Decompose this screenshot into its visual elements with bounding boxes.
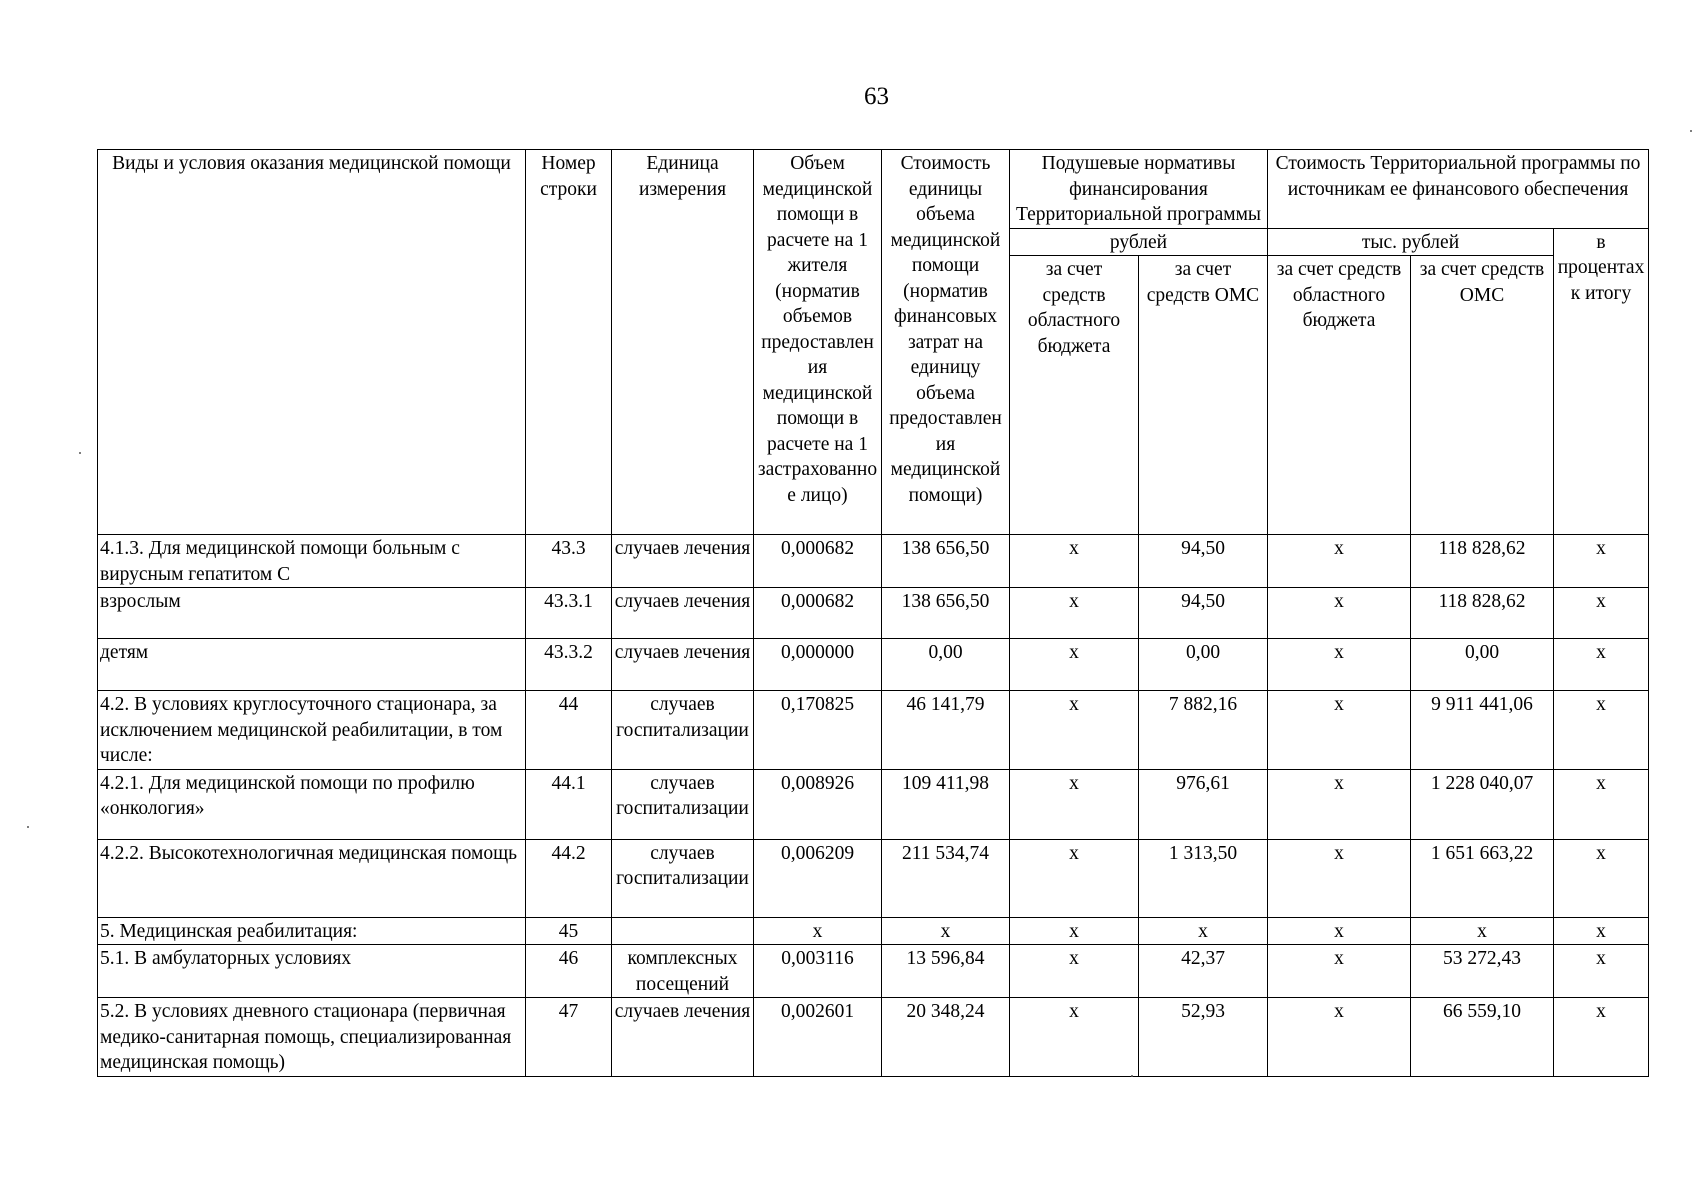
table-row (98, 535, 1649, 588)
cell-regional-total: х (1268, 691, 1411, 770)
cell-oms-total: 53 272,43 (1411, 945, 1554, 998)
header-kind: Виды и условия оказания медицинской помощи (98, 150, 526, 535)
cell-cost: 0,00 (882, 639, 1010, 691)
cell-kind: детям (98, 639, 526, 691)
cell-row-number: 44.1 (526, 769, 612, 839)
cell-kind: взрослым (98, 588, 526, 639)
header-unit-thousand-rubles: тыс. рублей (1268, 228, 1554, 256)
cell-percent: х (1554, 639, 1649, 691)
cell-row-number: 44 (526, 691, 612, 770)
cell-cost: 109 411,98 (882, 769, 1010, 839)
cell-volume: 0,002601 (754, 998, 882, 1077)
cell-oms-total: 66 559,10 (1411, 998, 1554, 1077)
table-row (98, 769, 1649, 839)
cell-kind: 5. Медицинская реабилитация: (98, 917, 526, 945)
cell-percent: х (1554, 945, 1649, 998)
table-row (98, 691, 1649, 770)
scan-speck (1690, 130, 1692, 132)
header-unit: Единица измерения (612, 150, 754, 535)
cell-percent: х (1554, 535, 1649, 588)
cell-regional: х (1010, 691, 1139, 770)
cell-row-number: 43.3.2 (526, 639, 612, 691)
cell-cost: 211 534,74 (882, 839, 1010, 917)
cell-regional-total: х (1268, 639, 1411, 691)
cell-regional: х (1010, 839, 1139, 917)
cell-oms: 52,93 (1139, 998, 1268, 1077)
scan-speck (1131, 1075, 1133, 1077)
program-cost-table (97, 149, 1649, 1077)
cell-unit: случаев госпитализации (612, 769, 754, 839)
cell-cost: х (882, 917, 1010, 945)
cell-regional: х (1010, 945, 1139, 998)
cell-oms-total: 118 828,62 (1411, 588, 1554, 639)
cell-volume: 0,006209 (754, 839, 882, 917)
cell-volume: 0,000682 (754, 588, 882, 639)
cell-unit: случаев лечения (612, 588, 754, 639)
cell-regional-total: х (1268, 839, 1411, 917)
cell-regional-total: х (1268, 917, 1411, 945)
cell-oms: 42,37 (1139, 945, 1268, 998)
cell-cost: 138 656,50 (882, 535, 1010, 588)
cell-regional-total: х (1268, 769, 1411, 839)
cell-oms-total: 118 828,62 (1411, 535, 1554, 588)
cell-unit: случаев госпитализации (612, 839, 754, 917)
cell-unit (612, 917, 754, 945)
cell-oms: х (1139, 917, 1268, 945)
cell-volume: 0,170825 (754, 691, 882, 770)
header-oms-total: за счет средств ОМС (1411, 256, 1554, 535)
cell-row-number: 47 (526, 998, 612, 1077)
cell-oms-total: 9 911 441,06 (1411, 691, 1554, 770)
cell-percent: х (1554, 588, 1649, 639)
table-row (98, 998, 1649, 1077)
cell-percent: х (1554, 998, 1649, 1077)
cell-volume: 0,008926 (754, 769, 882, 839)
header-row-number: Номер строки (526, 150, 612, 535)
header-volume: Объем медицинской помощи в расчете на 1 жителя (норматив объемов предоставления медицинской помощи в расчете на 1 застрахованное лицо) (754, 150, 882, 535)
header-per-capita-group: Подушевые нормативы финансирования Территориальной программы (1010, 150, 1268, 229)
cell-row-number: 43.3 (526, 535, 612, 588)
cell-regional: х (1010, 998, 1139, 1077)
cell-percent: х (1554, 769, 1649, 839)
cell-volume: 0,003116 (754, 945, 882, 998)
cell-cost: 20 348,24 (882, 998, 1010, 1077)
header-regional-budget: за счет средств областного бюджета (1010, 256, 1139, 535)
table-row (98, 588, 1649, 639)
cell-regional: х (1010, 917, 1139, 945)
cell-regional: х (1010, 639, 1139, 691)
scan-speck (79, 452, 81, 454)
cell-unit: случаев госпитализации (612, 691, 754, 770)
cell-kind: 4.2.2. Высокотехнологичная медицинская помощь (98, 839, 526, 917)
cell-unit: комплексных посещений (612, 945, 754, 998)
cell-row-number: 43.3.1 (526, 588, 612, 639)
cell-volume: 0,000682 (754, 535, 882, 588)
cell-regional-total: х (1268, 945, 1411, 998)
cell-oms-total: 0,00 (1411, 639, 1554, 691)
cell-oms: 94,50 (1139, 588, 1268, 639)
cell-regional: х (1010, 769, 1139, 839)
cell-kind: 5.2. В условиях дневного стационара (первичная медико-санитарная помощь, специализированная медицинская помощь) (98, 998, 526, 1077)
header-unit-rubles: рублей (1010, 228, 1268, 256)
cell-unit: случаев лечения (612, 535, 754, 588)
cell-row-number: 45 (526, 917, 612, 945)
table-row (98, 639, 1649, 691)
cell-volume: х (754, 917, 882, 945)
cell-kind: 4.2.1. Для медицинской помощи по профилю «онкология» (98, 769, 526, 839)
cell-oms: 1 313,50 (1139, 839, 1268, 917)
cell-oms-total: 1 651 663,22 (1411, 839, 1554, 917)
cell-oms: 7 882,16 (1139, 691, 1268, 770)
cell-row-number: 44.2 (526, 839, 612, 917)
cell-percent: х (1554, 691, 1649, 770)
header-cost: Стоимость единицы объема медицинской помощи (норматив финансовых затрат на единицу объема предоставления медицинской помощи) (882, 150, 1010, 535)
cell-kind: 4.1.3. Для медицинской помощи больным с вирусным гепатитом С (98, 535, 526, 588)
cell-kind: 5.1. В амбулаторных условиях (98, 945, 526, 998)
cell-oms: 0,00 (1139, 639, 1268, 691)
table-row (98, 945, 1649, 998)
table-row (98, 917, 1649, 945)
cell-oms-total: х (1411, 917, 1554, 945)
header-total-cost-group: Стоимость Территориальной программы по источникам ее финансового обеспечения (1268, 150, 1649, 229)
cell-regional: х (1010, 535, 1139, 588)
cell-oms: 976,61 (1139, 769, 1268, 839)
cell-percent: х (1554, 839, 1649, 917)
header-oms: за счет средств ОМС (1139, 256, 1268, 535)
cell-cost: 13 596,84 (882, 945, 1010, 998)
cell-cost: 46 141,79 (882, 691, 1010, 770)
scan-speck (27, 826, 29, 828)
table-row (98, 839, 1649, 917)
cell-regional-total: х (1268, 998, 1411, 1077)
header-row (98, 150, 1649, 229)
cell-regional-total: х (1268, 588, 1411, 639)
cell-oms: 94,50 (1139, 535, 1268, 588)
cell-kind: 4.2. В условиях круглосуточного стационара, за исключением медицинской реабилитации, в том числе: (98, 691, 526, 770)
cell-regional-total: х (1268, 535, 1411, 588)
cell-regional: х (1010, 588, 1139, 639)
header-percent: в процентах к итогу (1554, 228, 1649, 535)
table-body (98, 150, 1649, 1077)
header-regional-budget-total: за счет средств областного бюджета (1268, 256, 1411, 535)
cell-oms-total: 1 228 040,07 (1411, 769, 1554, 839)
cell-percent: х (1554, 917, 1649, 945)
cell-unit: случаев лечения (612, 639, 754, 691)
cell-volume: 0,000000 (754, 639, 882, 691)
cell-row-number: 46 (526, 945, 612, 998)
cell-unit: случаев лечения (612, 998, 754, 1077)
cell-cost: 138 656,50 (882, 588, 1010, 639)
page-number: 63 (864, 83, 889, 110)
